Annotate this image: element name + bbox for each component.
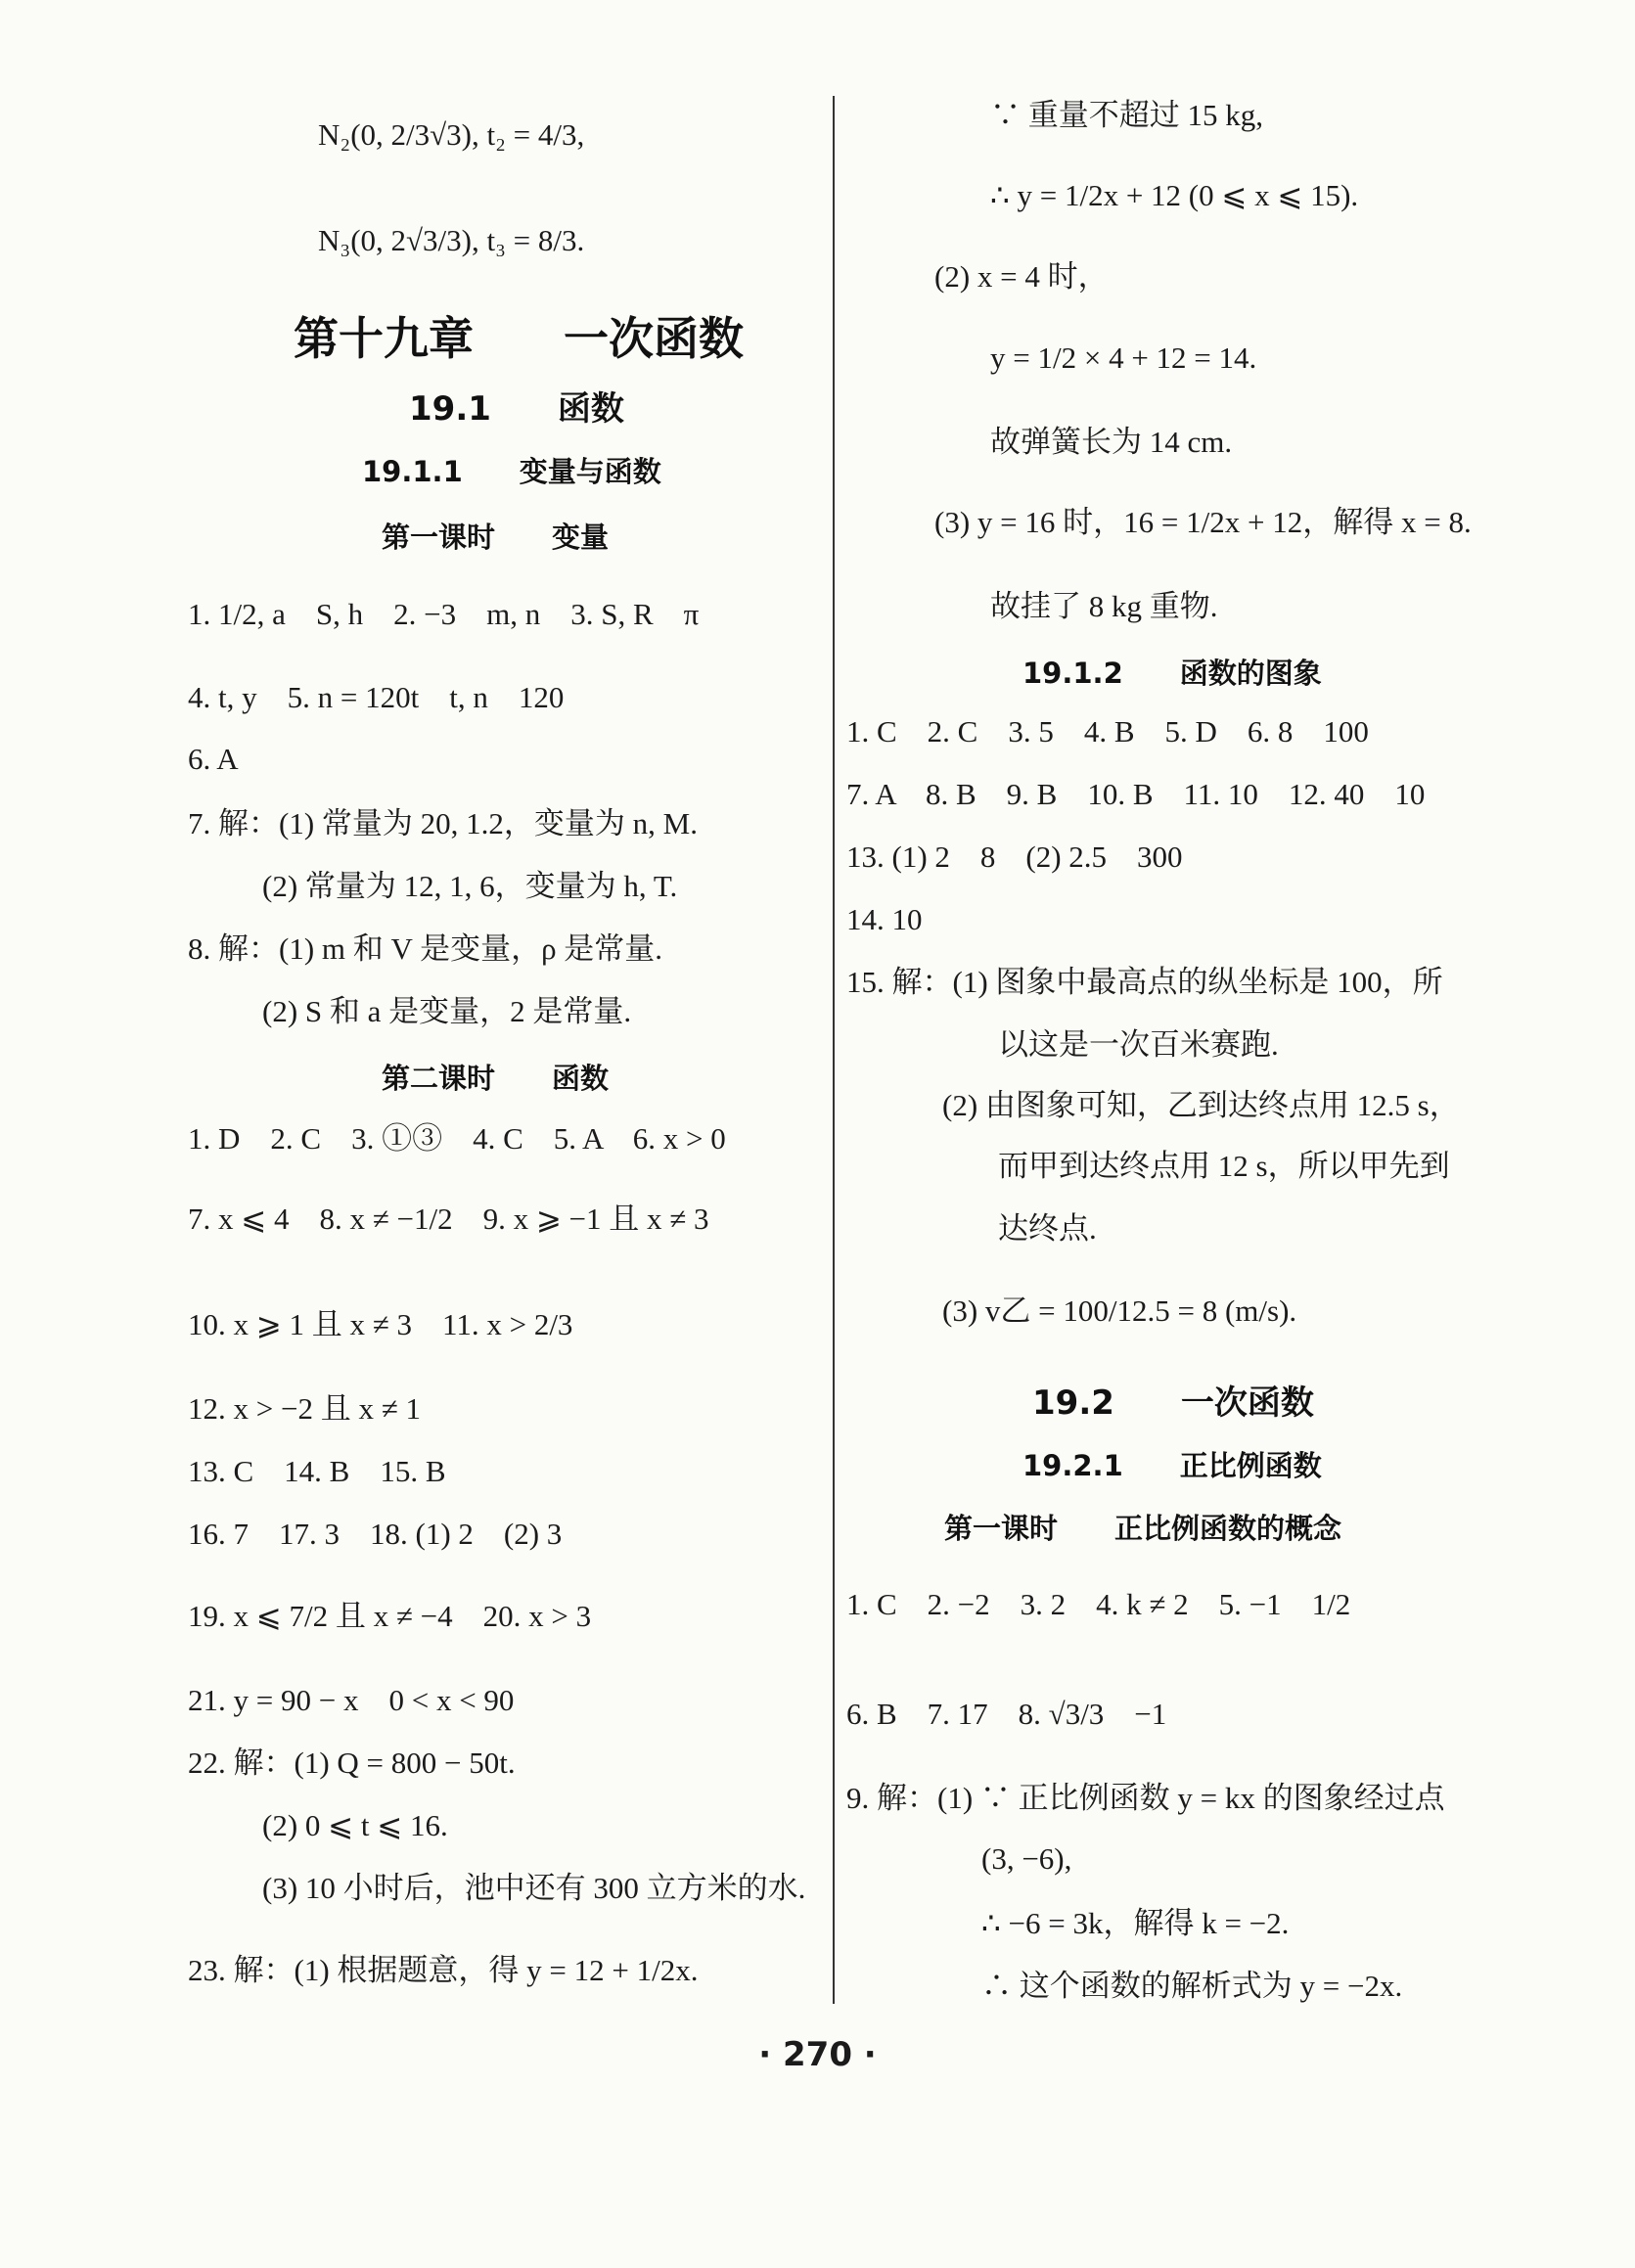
answer-line: (3) 10 小时后，池中还有 300 立方米的水. bbox=[262, 1871, 806, 1905]
answer-line: 14. 10 bbox=[846, 902, 923, 936]
answer-line: 13. (1) 2 8 (2) 2.5 300 bbox=[846, 839, 1183, 874]
answer-line: (2) 常量为 12, 1, 6，变量为 h, T. bbox=[262, 869, 678, 903]
answer-line: 22. 解：(1) Q = 800 − 50t. bbox=[188, 1746, 516, 1780]
answer-line: 故挂了 8 kg 重物. bbox=[990, 589, 1218, 623]
answer-line: ∵ 重量不超过 15 kg, bbox=[990, 98, 1263, 132]
answer-line: 16. 7 17. 3 18. (1) 2 (2) 3 bbox=[188, 1517, 563, 1551]
answer-line: 8. 解：(1) m 和 V 是变量，ρ 是常量. bbox=[188, 931, 663, 966]
subsection-title: 19.2.1 正比例函数 bbox=[1022, 1449, 1322, 1482]
answer-line: (3, −6), bbox=[981, 1841, 1072, 1876]
answer-line: (2) S 和 a 是变量，2 是常量. bbox=[262, 994, 632, 1028]
column-divider bbox=[833, 96, 835, 2004]
answer-line: 21. y = 90 − x 0 < x < 90 bbox=[188, 1683, 515, 1717]
subsection-title: 19.1.1 变量与函数 bbox=[362, 455, 661, 488]
answer-line: ∴ 这个函数的解析式为 y = −2x. bbox=[981, 1969, 1403, 2003]
answer-line: (2) 0 ⩽ t ⩽ 16. bbox=[262, 1808, 448, 1842]
answer-line: 7. 解：(1) 常量为 20, 1.2，变量为 n, M. bbox=[188, 806, 698, 840]
chapter-title: 第十九章 一次函数 bbox=[294, 312, 744, 365]
text-line: N₂(0, 2/3√3), t₂ = 4/3, bbox=[318, 117, 585, 152]
section-title: 19.2 一次函数 bbox=[1032, 1383, 1314, 1423]
answer-line: 9. 解：(1) ∵ 正比例函数 y = kx 的图象经过点 bbox=[846, 1781, 1445, 1815]
lesson-title: 第二课时 函数 bbox=[382, 1062, 610, 1095]
answer-line: 19. x ⩽ 7/2 且 x ≠ −4 20. x > 3 bbox=[188, 1599, 592, 1633]
answer-line: (3) v乙 = 100/12.5 = 8 (m/s). bbox=[942, 1293, 1297, 1328]
text-line: N₃(0, 2√3/3), t₃ = 8/3. bbox=[318, 223, 585, 257]
answer-line: 6. B 7. 17 8. √3/3 −1 bbox=[846, 1697, 1167, 1731]
answer-line: ∴ y = 1/2x + 12 (0 ⩽ x ⩽ 15). bbox=[990, 178, 1359, 212]
answer-line: 6. A bbox=[188, 742, 239, 776]
answer-line: 4. t, y 5. n = 120t t, n 120 bbox=[188, 680, 565, 714]
page-number: · 270 · bbox=[758, 2035, 877, 2074]
answer-line: 7. A 8. B 9. B 10. B 11. 10 12. 40 10 bbox=[846, 777, 1426, 811]
answer-line: 以这是一次百米赛跑. bbox=[998, 1027, 1279, 1062]
answer-line: 7. x ⩽ 4 8. x ≠ −1/2 9. x ⩾ −1 且 x ≠ 3 bbox=[188, 1202, 709, 1236]
answer-line: 1. C 2. C 3. 5 4. B 5. D 6. 8 100 bbox=[846, 714, 1369, 748]
answer-line: 10. x ⩾ 1 且 x ≠ 3 11. x > 2/3 bbox=[188, 1307, 573, 1341]
answer-line: 达终点. bbox=[998, 1211, 1097, 1246]
lesson-title: 第一课时 变量 bbox=[382, 521, 610, 554]
answer-line: (2) x = 4 时， bbox=[934, 259, 1109, 294]
answer-line: ∴ −6 = 3k，解得 k = −2. bbox=[981, 1906, 1290, 1940]
answer-line: 15. 解：(1) 图象中最高点的纵坐标是 100，所 bbox=[846, 965, 1443, 999]
answer-line: 13. C 14. B 15. B bbox=[188, 1454, 446, 1488]
answer-line: 1. 1/2, a S, h 2. −3 m, n 3. S, R π bbox=[188, 597, 700, 631]
answer-line: y = 1/2 × 4 + 12 = 14. bbox=[990, 340, 1257, 375]
answer-line: (2) 由图象可知，乙到达终点用 12.5 s， bbox=[942, 1088, 1460, 1122]
answer-line: 23. 解：(1) 根据题意，得 y = 12 + 1/2x. bbox=[188, 1953, 699, 1987]
section-title: 19.1 函数 bbox=[409, 389, 624, 429]
subsection-title: 19.1.2 函数的图象 bbox=[1022, 657, 1322, 690]
answer-line: 故弹簧长为 14 cm. bbox=[990, 425, 1233, 459]
answer-line: 1. C 2. −2 3. 2 4. k ≠ 2 5. −1 1/2 bbox=[846, 1587, 1351, 1621]
lesson-title: 第一课时 正比例函数的概念 bbox=[944, 1512, 1342, 1545]
answer-line: 12. x > −2 且 x ≠ 1 bbox=[188, 1391, 421, 1426]
answer-line: (3) y = 16 时，16 = 1/2x + 12，解得 x = 8. bbox=[934, 505, 1472, 539]
answer-line: 1. D 2. C 3. ①③ 4. C 5. A 6. x > 0 bbox=[188, 1121, 726, 1156]
answer-line: 而甲到达终点用 12 s，所以甲先到 bbox=[998, 1149, 1450, 1183]
